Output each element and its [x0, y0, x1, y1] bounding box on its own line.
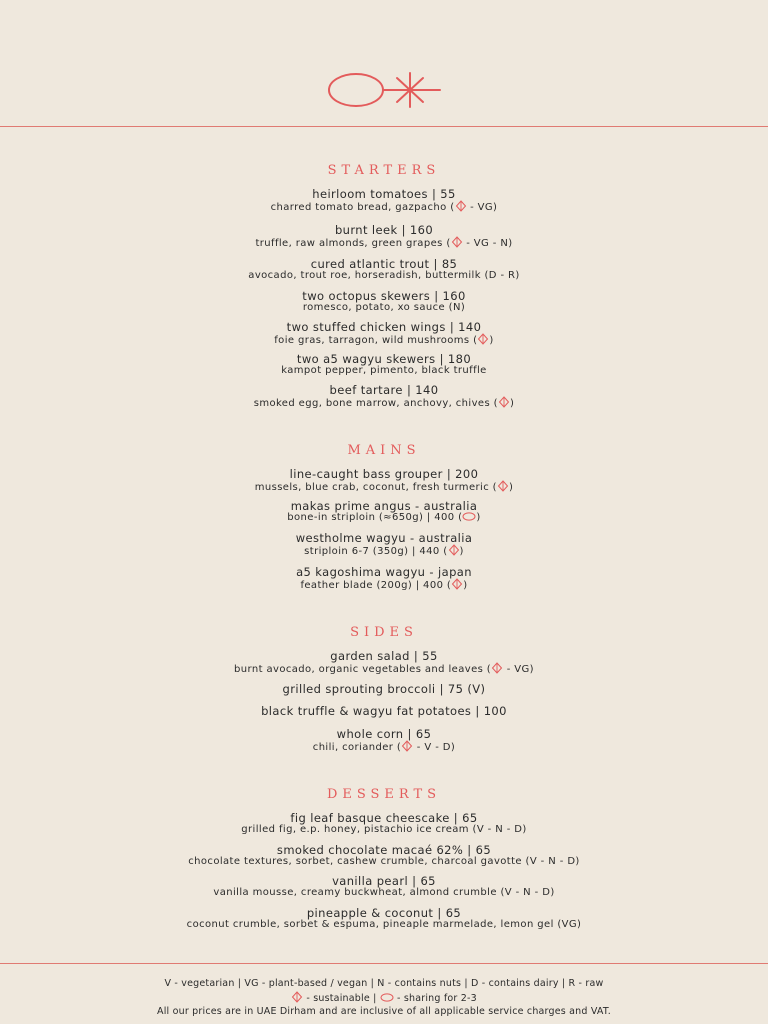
sun-circle-logo-icon	[326, 70, 442, 110]
menu-item: line-caught bass grouper | 200 mussels, blue crab, coconut, fresh turmeric ( )	[254, 467, 514, 493]
legend-line: V - vegetarian | VG - plant-based / vegan | N - contains nuts | D - contains dairy | R - raw	[164, 978, 604, 989]
sustainable-leaf-icon	[451, 236, 463, 248]
sustainable-leaf-icon	[477, 333, 489, 345]
menu-item: pineapple & coconut | 65 coconut crumble, sorbet & espuma, pineaple marmelade, lemon gel (VG)	[186, 906, 582, 930]
legend-symbols: - sustainable | - sharing for 2-3	[0, 991, 768, 1006]
bottom-divider	[0, 963, 768, 964]
sustainable-leaf-icon	[455, 200, 467, 212]
sustainable-leaf-icon	[498, 396, 510, 408]
mains-title: MAINS	[347, 443, 421, 458]
sides-title: SIDES	[350, 625, 418, 640]
sustainable-leaf-icon	[497, 480, 509, 492]
sustainable-leaf-icon	[291, 991, 303, 1003]
menu-item: two stuffed chicken wings | 140 foie gras, tarragon, wild mushrooms ( )	[274, 320, 494, 346]
menu-item: smoked chocolate macaé 62% | 65 chocolate textures, sorbet, cashew crumble, charcoal gavotte (V - N - D)	[188, 843, 580, 867]
menu-item: black truffle & wagyu fat potatoes | 100	[261, 704, 507, 718]
menu-item: grilled sprouting broccoli | 75 (V)	[282, 682, 486, 696]
menu-item: heirloom tomatoes | 55 charred tomato bread, gazpacho ( - VG)	[270, 187, 498, 213]
menu-item: two octopus skewers | 160 romesco, potato, xo sauce (N)	[302, 289, 466, 313]
desserts-title: DESSERTS	[326, 787, 442, 802]
sharing-ring-icon	[462, 512, 476, 521]
menu-item: two a5 wagyu skewers | 180 kampot pepper, pimento, black truffle	[281, 352, 487, 376]
sharing-ring-icon	[380, 993, 394, 1002]
sustainable-leaf-icon	[451, 578, 463, 590]
sustainable-leaf-icon	[448, 544, 460, 556]
sustainable-leaf-icon	[491, 662, 503, 674]
menu-item: vanilla pearl | 65 vanilla mousse, creamy buckwheat, almond crumble (V - N - D)	[213, 874, 555, 898]
menu-item: burnt leek | 160 truffle, raw almonds, green grapes ( - VG - N)	[255, 223, 513, 249]
prices-note: All our prices are in UAE Dirham and are inclusive of all applicable service charges and VAT.	[157, 1006, 611, 1017]
menu-item: whole corn | 65 chili, coriander ( - V - D)	[312, 727, 456, 753]
menu-item: cured atlantic trout | 85 avocado, trout roe, horseradish, buttermilk (D - R)	[248, 257, 520, 281]
top-divider	[0, 126, 768, 127]
menu-item: a5 kagoshima wagyu - japan feather blade (200g) | 400 ( )	[296, 565, 472, 591]
menu-item: beef tartare | 140 smoked egg, bone marrow, anchovy, chives ( )	[253, 383, 515, 409]
sustainable-leaf-icon	[401, 740, 413, 752]
starters-title: STARTERS	[327, 163, 441, 178]
menu-item: westholme wagyu - australia striploin 6-7 (350g) | 440 ( )	[295, 531, 473, 557]
menu-item: garden salad | 55 burnt avocado, organic vegetables and leaves ( - VG)	[234, 649, 534, 675]
menu-item: makas prime angus - australia bone-in striploin (≈650g) | 400 ( )	[287, 499, 481, 523]
menu-item: fig leaf basque cheescake | 65 grilled fig, e.p. honey, pistachio ice cream (V - N - D)	[241, 811, 527, 835]
